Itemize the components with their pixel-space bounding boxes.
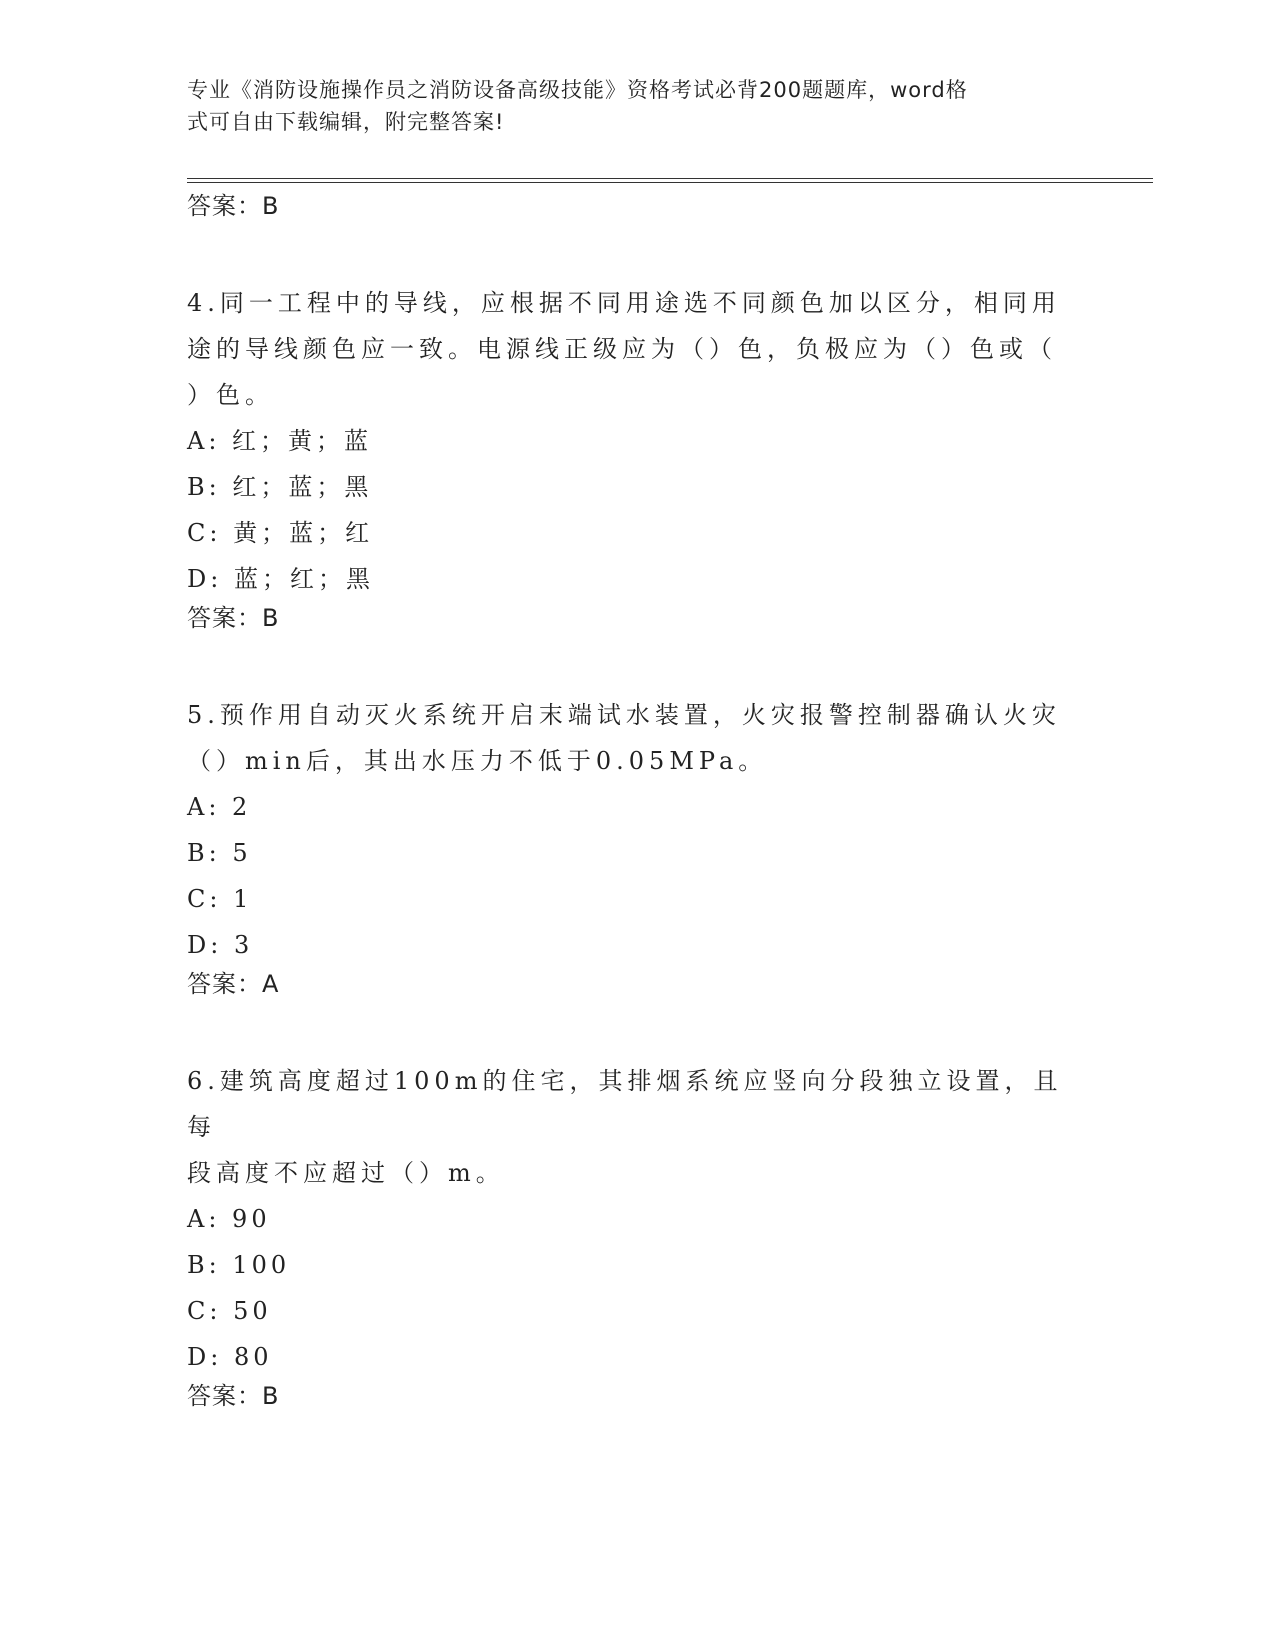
answer-line: 答案：B bbox=[187, 1382, 280, 1410]
question-item bbox=[187, 1058, 1087, 1412]
option-b: B: 红；蓝；黑 bbox=[187, 473, 373, 501]
question-text-line: 段高度不应超过（）m。 bbox=[187, 1159, 505, 1187]
header-divider-bottom bbox=[187, 182, 1153, 183]
question-text bbox=[187, 280, 1087, 418]
question-text-line: 4.同一工程中的导线，应根据不同用途选不同颜色加以区分，相同用 bbox=[187, 289, 1061, 317]
header-line-1: 专业《消防设施操作员之消防设备高级技能》资格考试必背200题题库，word格 bbox=[187, 78, 968, 102]
header-divider-top bbox=[187, 178, 1153, 179]
option-d: D: 蓝；红；黑 bbox=[187, 565, 374, 593]
option-a: A: 2 bbox=[187, 793, 252, 821]
question-text bbox=[187, 1058, 1087, 1196]
option-b: B: 100 bbox=[187, 1251, 291, 1279]
question-text-line: ）色。 bbox=[187, 381, 274, 409]
question-text-line: 5.预作用自动灭火系统开启末端试水装置，火灾报警控制器确认火灾 bbox=[187, 701, 1061, 729]
question-text-line: 途的导线颜色应一致。电源线正级应为（）色，负极应为（）色或（ bbox=[187, 335, 1057, 363]
option-d: D: 3 bbox=[187, 931, 254, 959]
question-item bbox=[187, 692, 1087, 1000]
question-text bbox=[187, 692, 1087, 784]
option-c: C: 黄；蓝；红 bbox=[187, 519, 374, 547]
option-a: A: 90 bbox=[187, 1205, 271, 1233]
option-b: B: 5 bbox=[187, 839, 252, 867]
answer-line: 答案：B bbox=[187, 192, 280, 220]
question-item bbox=[187, 280, 1087, 634]
option-a: A: 红；黄；蓝 bbox=[187, 427, 373, 455]
question-list bbox=[187, 190, 1087, 1412]
header-line-2: 式可自由下载编辑，附完整答案! bbox=[187, 110, 505, 134]
answer-line: 答案：A bbox=[187, 970, 280, 998]
answer-line: 答案：B bbox=[187, 604, 280, 632]
option-d: D: 80 bbox=[187, 1343, 273, 1371]
option-c: C: 1 bbox=[187, 885, 253, 913]
question-text-line: （）min后，其出水压力不低于0.05MPa。 bbox=[187, 747, 768, 775]
option-c: C: 50 bbox=[187, 1297, 272, 1325]
document-header bbox=[187, 74, 1067, 138]
question-text-line: 6.建筑高度超过100m的住宅，其排烟系统应竖向分段独立设置，且每 bbox=[187, 1067, 1063, 1141]
